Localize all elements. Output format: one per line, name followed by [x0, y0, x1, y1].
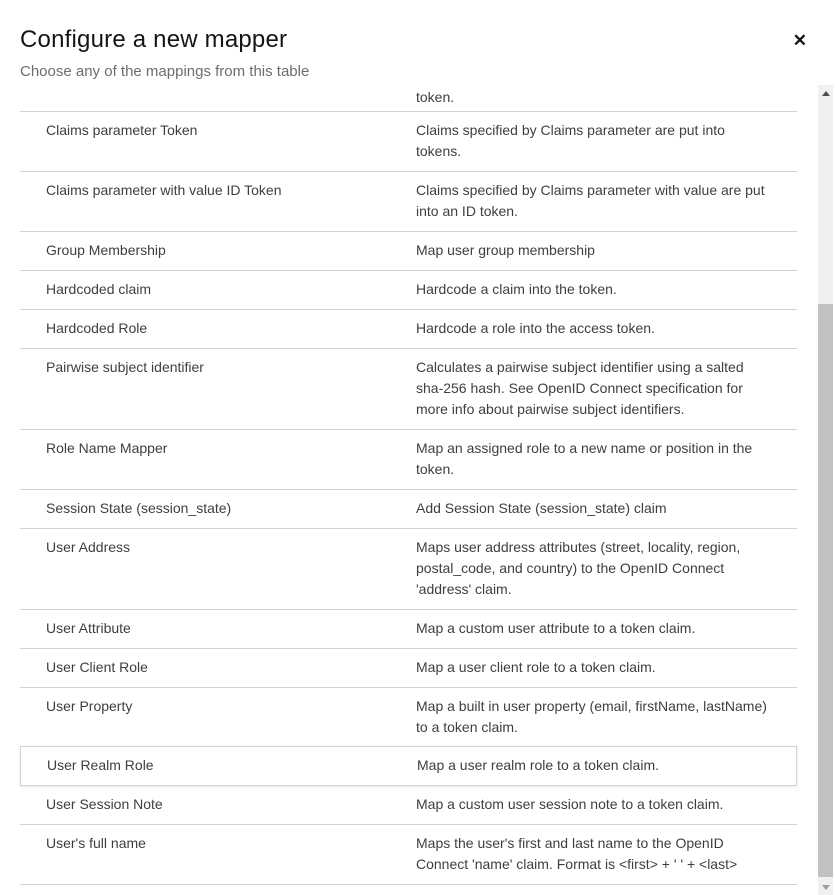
table-row[interactable] — [20, 688, 797, 747]
mapper-name: User Attribute — [46, 620, 131, 636]
mapper-name: Claims parameter with value ID Token — [46, 182, 282, 198]
mapper-description: Map user group membership — [416, 242, 595, 258]
mapper-description: Map a user realm role to a token claim. — [417, 757, 659, 773]
mapper-name: Session State (session_state) — [46, 500, 232, 516]
table-row[interactable] — [20, 85, 797, 112]
close-button[interactable] — [791, 30, 809, 51]
mapper-table — [20, 85, 797, 885]
mapper-table-scroll-area[interactable] — [0, 85, 818, 895]
mapper-description: Hardcode a role into the access token. — [416, 320, 655, 336]
mapper-name: User Realm Role — [47, 757, 154, 773]
mapper-description: Map a user client role to a token claim. — [416, 659, 656, 675]
mapper-description: Map a built in user property (email, firstName, lastName) to a token claim. — [416, 698, 767, 735]
table-row[interactable] — [20, 746, 797, 786]
mapper-name: Hardcoded Role — [46, 320, 148, 336]
mapper-description: Map a custom user session note to a token claim. — [416, 796, 724, 812]
table-row[interactable] — [20, 310, 797, 349]
mapper-description: Claims specified by Claims parameter are put into tokens. — [416, 122, 725, 159]
table-row[interactable] — [20, 271, 797, 310]
mapper-description: Claims specified by Claims parameter with value are put into an ID token. — [416, 182, 765, 219]
mapper-name: Role Name Mapper — [46, 440, 168, 456]
table-row[interactable] — [20, 112, 797, 172]
table-row[interactable] — [20, 349, 797, 430]
scrollbar-down-button[interactable] — [818, 879, 833, 895]
table-row[interactable] — [20, 786, 797, 825]
mapper-description: token. — [416, 89, 455, 105]
close-icon: ✕ — [792, 31, 807, 50]
mapper-description: Hardcode a claim into the token. — [416, 281, 617, 297]
mapper-description: Maps user address attributes (street, locality, region, postal_code, and country) to the OpenID Connect 'address' claim. — [416, 539, 741, 597]
mapper-name: Claims parameter Token — [46, 122, 198, 138]
table-row[interactable] — [20, 232, 797, 271]
mapper-name: User Property — [46, 698, 133, 714]
scroll-down-icon — [822, 885, 830, 890]
modal-subtitle: Choose any of the mappings from this table — [20, 63, 310, 80]
scrollbar-up-button[interactable] — [818, 85, 833, 101]
modal-header — [0, 0, 835, 85]
table-row[interactable] — [20, 430, 797, 490]
mapper-description: Map an assigned role to a new name or position in the token. — [416, 440, 753, 477]
table-row[interactable] — [20, 529, 797, 610]
mapper-name: User Session Note — [46, 796, 163, 812]
mapper-description: Maps the user's first and last name to the OpenID Connect 'name' claim. Format is <first> + ' ' + <last> — [416, 835, 738, 872]
mapper-description: Calculates a pairwise subject identifier using a salted sha-256 hash. See OpenID Connect specification for more info about pairwise subject identifiers. — [416, 359, 744, 417]
mapper-name: Pairwise subject identifier — [46, 359, 204, 375]
mapper-name: User Address — [46, 539, 131, 555]
mapper-name: User Client Role — [46, 659, 148, 675]
table-row[interactable] — [20, 649, 797, 688]
page-title: Configure a new mapper — [20, 26, 288, 53]
table-row[interactable] — [20, 610, 797, 649]
table-row[interactable] — [20, 490, 797, 529]
mapper-description: Map a custom user attribute to a token claim. — [416, 620, 696, 636]
mapper-name — [20, 87, 416, 111]
mapper-name: User's full name — [46, 835, 146, 851]
scrollbar-thumb[interactable] — [818, 304, 833, 877]
vertical-scrollbar[interactable] — [818, 85, 833, 895]
mapper-name: Hardcoded claim — [46, 281, 152, 297]
table-row[interactable] — [20, 172, 797, 232]
table-row[interactable] — [20, 825, 797, 885]
mapper-description: Add Session State (session_state) claim — [416, 500, 667, 516]
scroll-up-icon — [822, 91, 830, 96]
mapper-name: Group Membership — [46, 242, 166, 258]
